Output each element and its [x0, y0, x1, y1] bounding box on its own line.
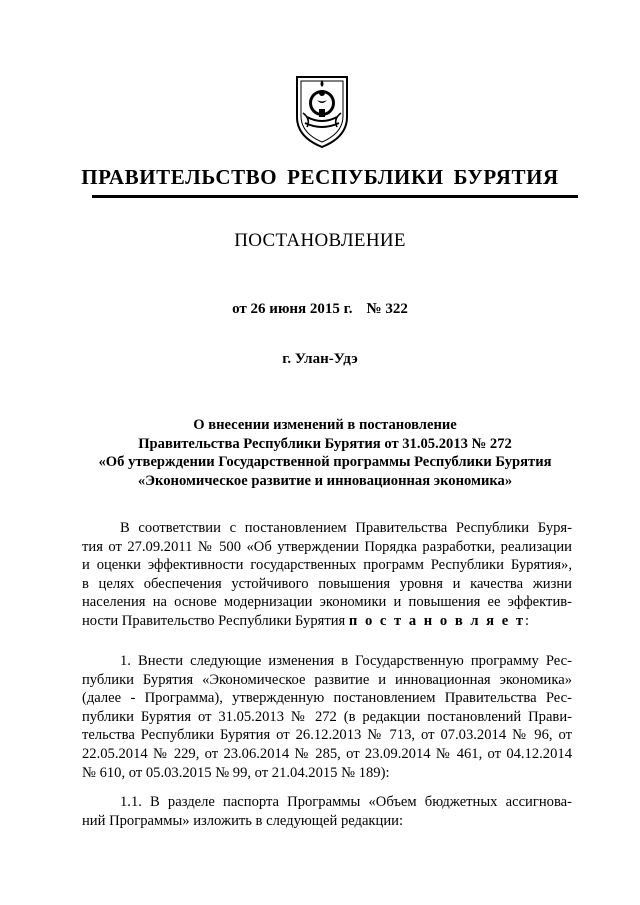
decree-number: № 322 — [366, 301, 408, 317]
decree-date: от 26 июня 2015 г. — [232, 301, 353, 317]
decree-subject — [80, 416, 570, 490]
subject-line: Правительства Республики Бурятия от 31.05.2013 № 272 — [138, 435, 512, 452]
clause-1-paragraph — [82, 652, 572, 782]
text-line: тия от 27.09.2011 № 500 «Об утверждении Порядка разработки, реализации — [82, 538, 572, 555]
decree-date-line — [0, 301, 640, 318]
text-line: 1. Внести следующие изменения в Государственную программу Рес- — [120, 653, 572, 669]
text-line: В соответствии с постановлением Правительства Республики Буря- — [120, 520, 572, 536]
subject-line: «Экономическое развитие и инновационная экономика» — [137, 472, 513, 489]
text-line: и оценки эффективности государственных программ Республики Бурятия», — [82, 557, 572, 574]
decree-city: г. Улан-Удэ — [282, 351, 358, 367]
text-line: тельства Республики Бурятия от 26.12.2013 № 713, от 07.03.2014 № 96, от — [82, 727, 572, 744]
text-line: ний Программы» изложить в следующей редакции: — [82, 812, 403, 829]
coat-of-arms-icon — [293, 73, 351, 149]
text-line: 1.1. В разделе паспорта Программы «Объем бюджетных ассигнова- — [120, 794, 572, 810]
text-segment: ности Правительство Республики Бурятия — [82, 612, 346, 629]
text-line: 22.05.2014 № 229, от 23.06.2014 № 285, от 23.09.2014 № 461, от 04.12.2014 — [82, 745, 572, 762]
text-line: (далее - Программа), утвержденную постановлением Правительства Рес- — [82, 690, 572, 707]
government-title: ПРАВИТЕЛЬСТВО РЕСПУБЛИКИ БУРЯТИЯ — [81, 165, 559, 189]
text-line: № 610, от 05.03.2015 № 99, от 21.04.2015 № 189): — [82, 764, 390, 781]
decree-title: ПОСТАНОВЛЕНИЕ — [234, 230, 406, 251]
text-line: публики Бурятия от 31.05.2013 № 272 (в редакции постановлений Прави- — [82, 708, 572, 725]
text-line: публики Бурятия «Экономическое развитие и инновационная экономика» — [82, 671, 572, 688]
clause-1-1-paragraph — [82, 793, 572, 830]
text-line: населения на основе модернизации экономики и повышения ее эффектив- — [82, 594, 572, 611]
text-segment: : — [525, 612, 530, 629]
header-divider — [92, 195, 578, 198]
subject-line: «Об утверждении Государственной программы Республики Бурятия — [98, 454, 552, 471]
text-line: в целях обеспечения устойчивого повышения уровня и качества жизни — [82, 575, 572, 592]
resolves-keyword: п о с т а н о в л я е т — [348, 612, 526, 629]
subject-line: О внесении изменений в постановление — [193, 417, 457, 433]
preamble-paragraph — [82, 519, 572, 631]
text-line — [82, 612, 572, 631]
